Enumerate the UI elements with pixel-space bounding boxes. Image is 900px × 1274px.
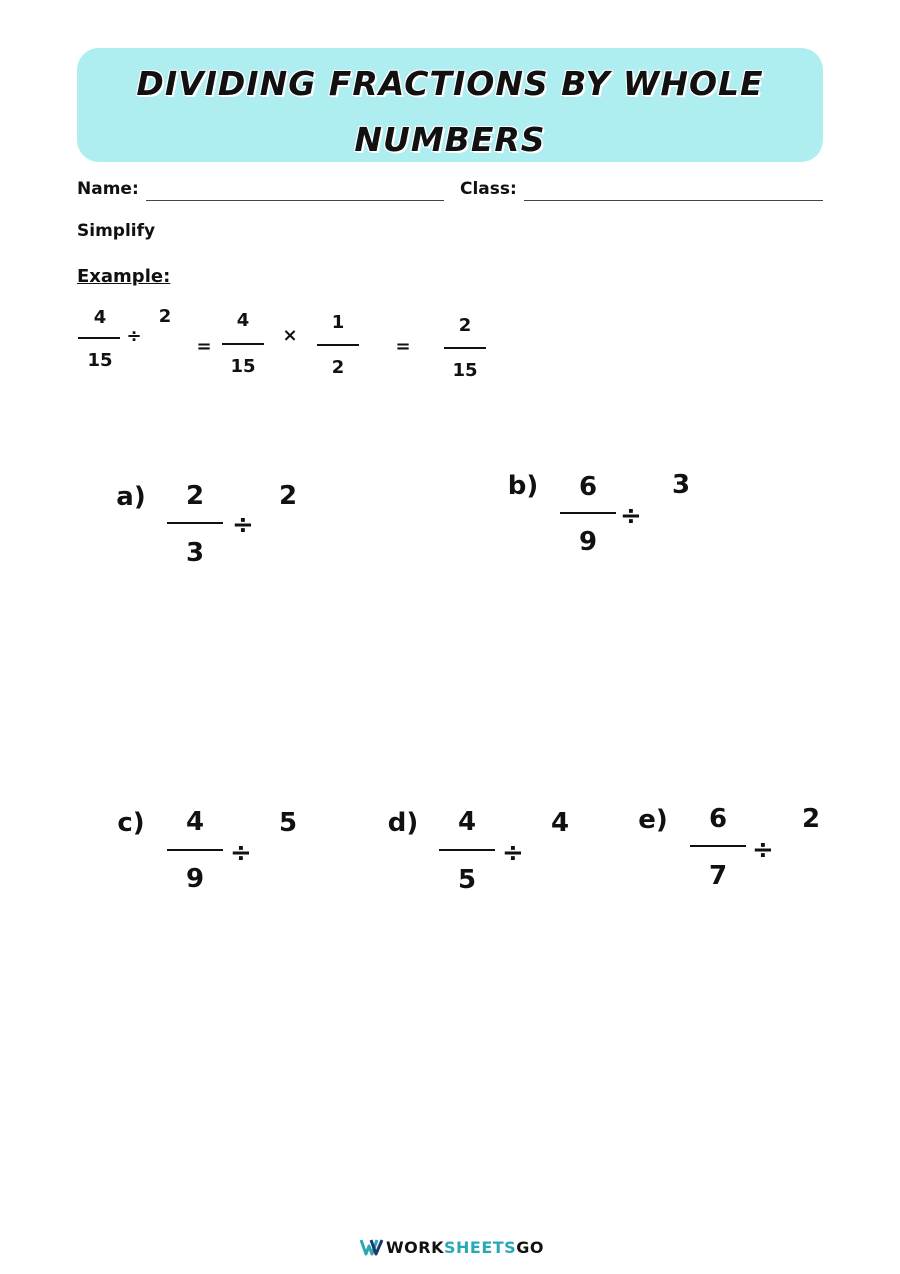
fraction-bar [560,512,616,514]
fraction-bar [222,343,264,345]
fraction-bar [317,344,359,346]
fraction-bar [167,522,223,524]
fraction-bar [444,347,486,349]
divide-sign: ÷ [232,510,254,540]
problem-label: b) [507,471,539,501]
problem-whole: 3 [671,470,691,500]
example-denominator: 15 [230,356,256,377]
problem-whole: 5 [278,808,298,838]
example-denominator: 15 [87,350,113,371]
example-heading: Example: [77,266,171,287]
divide-sign: ÷ [752,835,774,865]
brand-text-part: GO [516,1238,544,1257]
worksheetsgo-logo-icon [360,1238,384,1256]
divide-sign: ÷ [230,838,252,868]
problem-label: d) [387,808,419,838]
problem-whole: 2 [278,481,298,511]
fraction-bar [78,337,120,339]
times-sign: × [282,325,298,346]
brand-text-part: WORK [386,1238,444,1257]
problem-denominator: 9 [578,527,598,557]
problem-numerator: 4 [457,807,477,837]
divide-sign: ÷ [620,501,642,531]
instruction-text: Simplify [77,221,156,241]
problem-whole: 4 [550,808,570,838]
example-numerator: 1 [331,312,345,333]
class-label: Class: [460,179,517,199]
name-field[interactable] [146,200,444,201]
problem-numerator: 4 [185,807,205,837]
example-denominator: 2 [331,357,345,378]
problem-denominator: 3 [185,538,205,568]
fraction-bar [690,845,746,847]
example-numerator: 2 [458,315,472,336]
problem-label: c) [117,808,145,838]
title-line-1: DIVIDING FRACTIONS BY WHOLE [136,64,764,103]
example-numerator: 4 [93,307,107,328]
class-field[interactable] [524,200,823,201]
problem-denominator: 7 [708,861,728,891]
problem-denominator: 5 [457,865,477,895]
problem-numerator: 2 [185,481,205,511]
problem-whole: 2 [801,804,821,834]
problem-label: e) [638,805,668,835]
problem-label: a) [116,482,146,512]
title-line-2: NUMBERS [354,120,546,159]
problem-numerator: 6 [578,472,598,502]
example-numerator: 4 [236,310,250,331]
page-title [77,56,823,168]
example-denominator: 15 [452,360,478,381]
divide-sign: ÷ [126,326,142,347]
brand-footer [386,1238,544,1257]
equals-sign: = [395,336,411,357]
divide-sign: ÷ [502,838,524,868]
problem-numerator: 6 [708,804,728,834]
fraction-bar [167,849,223,851]
fraction-bar [439,849,495,851]
example-whole: 2 [158,306,172,327]
equals-sign: = [196,336,212,357]
problem-denominator: 9 [185,864,205,894]
name-label: Name: [77,179,139,199]
brand-text-part: SHEETS [443,1238,517,1257]
